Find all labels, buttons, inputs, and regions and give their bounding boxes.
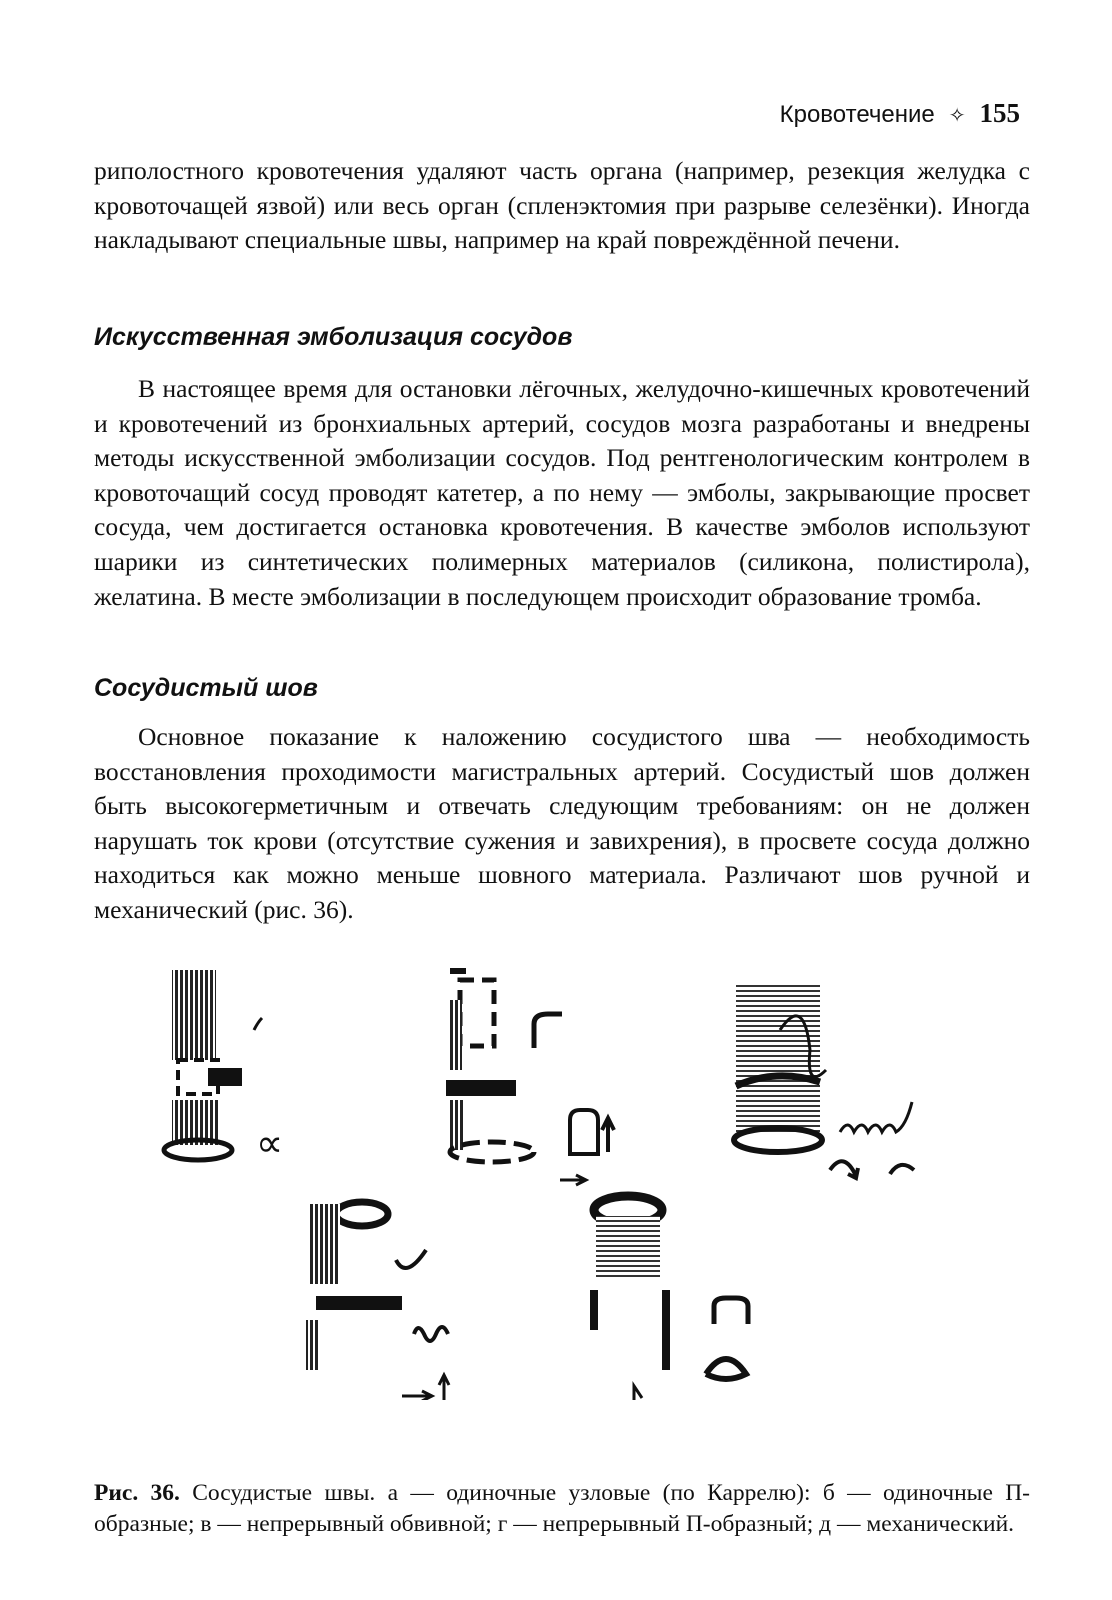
figure-caption <box>94 1478 1030 1540</box>
illustration-interrupted-sutures <box>164 970 283 1165</box>
page-number: 155 <box>979 98 1020 128</box>
illustration-u-shaped-interrupted-sutures <box>446 968 614 1185</box>
figure-caption-label: Рис. 36. <box>94 1480 180 1506</box>
illustration-continuous-u-shaped-suture <box>306 1202 449 1400</box>
illustration-continuous-overlapping-suture <box>734 982 914 1178</box>
section-heading-vascular-suture: Сосудистый шов <box>94 674 318 702</box>
diamond-separator-icon: ✧ <box>948 103 966 127</box>
suture-illustrations <box>150 960 970 1400</box>
figure-caption-text: Сосудистые швы. а — одиночные узловые (по Каррелю): б — одиночные П-образные; в — непрерывный обвивной; г — непрерывный П-образный; д — механический. <box>94 1480 1031 1537</box>
figure-vascular-sutures <box>150 960 970 1400</box>
running-head-title: Кровотечение <box>779 101 935 128</box>
paragraph-continuation: риполостного кровотечения удаляют часть органа (например, резекция желудка с кровоточащей язвой) или весь орган (спленэктомия при разрыве селезёнки). Иногда накладывают специальные швы, например на край повреждённой печени. <box>94 156 1030 255</box>
paragraph-embolization: В настоящее время для остановки лёгочных, желудочно-кишечных кровотечений и кровотечений из бронхиальных артерий, сосудов мозга разработаны и внедрены методы искусственной эмболизации сосудов. Под рентгенологическим контролем в кровоточащий сосуд проводят катетер, а по нему — эмболы, закрывающие просвет сосуда, чем достигается остановка кровотечения. В качестве эмболов используют шарики из синтетических полимерных материалов (силикона, полистирола), желатина. В месте эмболизации в последующем происходит образование тромба. <box>94 374 1030 611</box>
illustration-mechanical-suture <box>590 1196 748 1400</box>
section-heading-embolization: Искусственная эмболизация сосудов <box>94 323 573 351</box>
paragraph-vascular-suture: Основное показание к наложению сосудистого шва — необходимость восстановления проходимости магистральных артерий. Сосудистый шов должен быть высокогерметичным и отвечать следующим требованиям: он не должен нарушать ток крови (отсутствие сужения и завихрения), в просвете сосуда должно находиться как можно меньше шовного материала. Различают шов ручной и механический (рис. 36). <box>94 722 1030 924</box>
svg-text:∝: ∝ <box>256 1121 284 1165</box>
running-head <box>780 98 1020 129</box>
